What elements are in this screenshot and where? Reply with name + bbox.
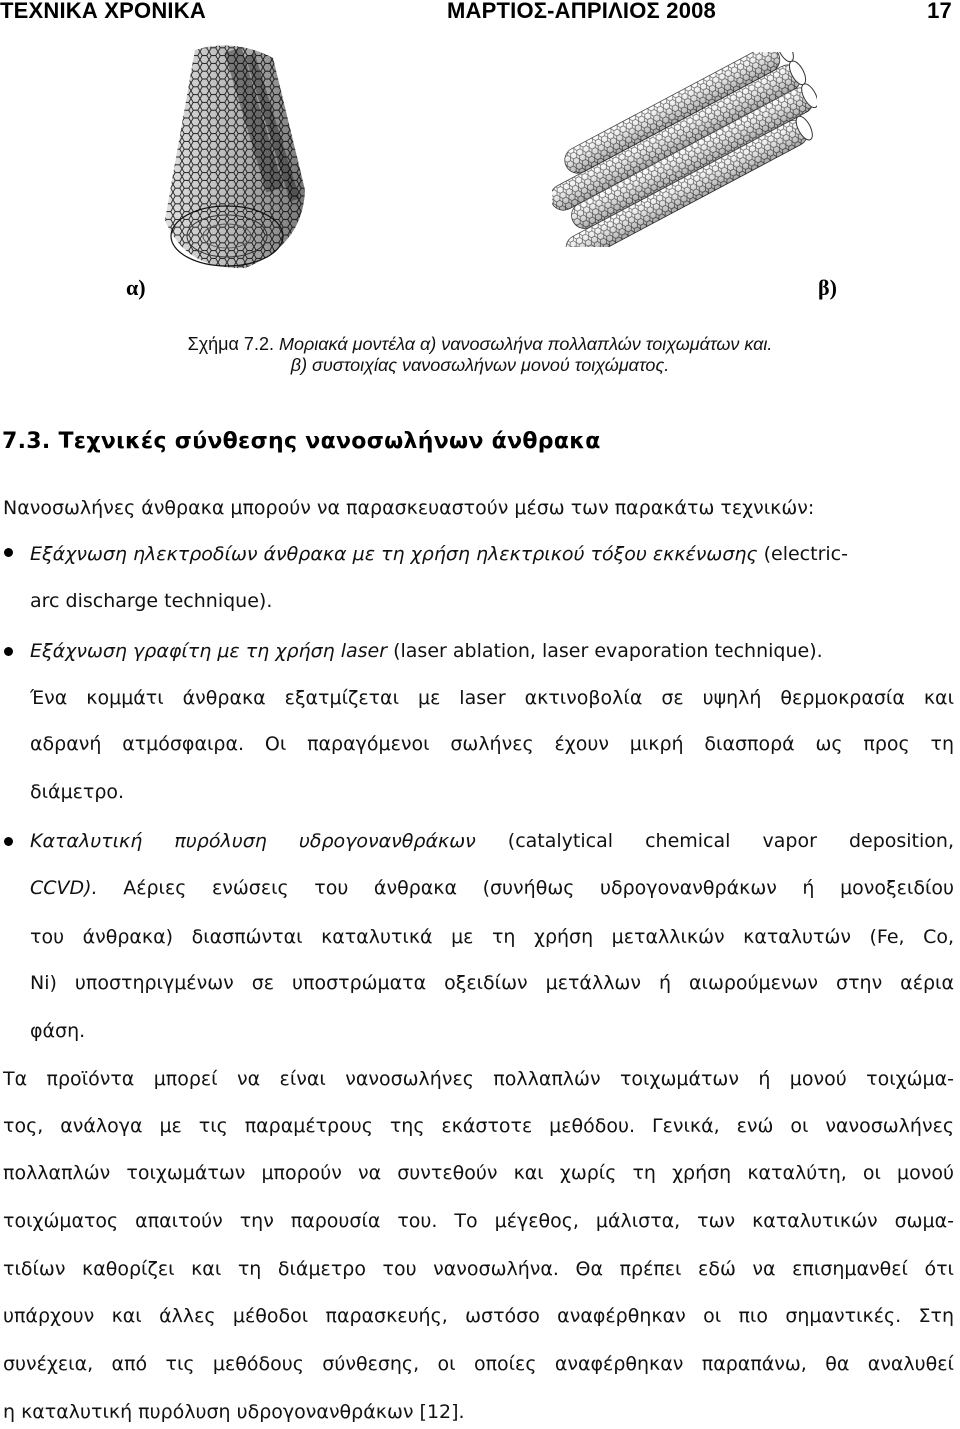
bullet-1-line-2: arc discharge technique). (30, 590, 273, 612)
paragraph-line-4: τοιχώματος απαιτούν την παρουσία του. Το μέγεθος, μάλιστα, των καταλυτικών σωμα- (3, 1210, 954, 1232)
bullet-3-method: Καταλυτική πυρόλυση υδρογονανθράκων (30, 830, 476, 852)
bullet-2-line-2: Ένα κομμάτι άνθρακα εξατμίζεται με laser ακτινοβολία σε υψηλή θερμοκρασία και (30, 687, 954, 709)
paragraph-line-3: πολλαπλών τοιχωμάτων μπορούν να συντεθούν και χωρίς τη χρήση καταλύτη, οι μονού (3, 1162, 954, 1184)
intro-text: Νανοσωλήνες άνθρακα μπορούν να παρασκευαστούν μέσω των παρακάτω τεχνικών: (3, 497, 815, 519)
bullet-2-method: Εξάχνωση γραφίτη με τη χρήση laser (30, 640, 388, 662)
bullet-3-line-1 (30, 830, 954, 852)
bullet-3-term: (catalytical chemical vapor deposition, (475, 830, 954, 852)
figure-caption-line-2: β) συστοιχίας νανοσωλήνων μονού τοιχώματος. (290, 355, 670, 375)
bullet-2-line-3: αδρανή ατμόσφαιρα. Οι παραγόμενοι σωλήνες έχουν μικρή διασπορά ως προς τη (30, 733, 954, 755)
paragraph-line-7: συνέχεια, από τις μεθόδους σύνθεσης, οι οποίες αναφέρθηκαν παραπάνω, θα αναλυθεί (3, 1353, 954, 1375)
bullet-1-term: (electric- (757, 543, 848, 565)
figure-caption-line-1 (0, 334, 960, 354)
bullet-3-description: Αέριες ενώσεις του άνθρακα (συνήθως υδρογονανθράκων ή μονοξειδίου (97, 877, 954, 899)
paragraph-line-5: τιδίων καθορίζει και τη διάμετρο του νανοσωλήνα. Θα πρέπει εδώ να επισημανθεί ότι (3, 1258, 954, 1280)
issue-date: ΜΑΡΤΙΟΣ-ΑΠΡΙΛΙΟΣ 2008 (447, 0, 716, 23)
multiwall-nanotube-image (155, 40, 315, 275)
figure-caption-prefix: Σχήμα 7.2. (187, 334, 274, 354)
bullet-3-line-2 (30, 877, 954, 899)
bullet-3-line-3: του άνθρακα) διασπώνται καταλυτικά με τη χρήση μεταλλικών καταλυτών (Fe, Co, (30, 926, 954, 948)
bullet-1-method: Εξάχνωση ηλεκτροδίων άνθρακα με τη χρήση ηλεκτρικού τόξου εκκένωσης (30, 543, 758, 565)
bullet-2-line-4: διάμετρο. (30, 781, 125, 803)
paragraph-line-1: Τα προϊόντα μπορεί να είναι νανοσωλήνες πολλαπλών τοιχωμάτων ή μονού τοιχώμα- (3, 1068, 954, 1090)
paragraph-line-8: η καταλυτική πυρόλυση υδρογονανθράκων [12]. (3, 1401, 465, 1423)
journal-title: ΤΕΧΝΙΚΑ ΧΡΟΝΙΚΑ (0, 0, 206, 23)
bullet-3-line-4: Ni) υποστηριγμένων σε υποστρώματα οξειδίων μετάλλων ή αιωρούμενων στην αέρια (30, 972, 954, 994)
bullet-icon (4, 837, 13, 846)
bullet-1-line-1 (30, 543, 848, 565)
page-number: 17 (927, 0, 952, 23)
figure-caption-text: Μοριακά μοντέλα α) νανοσωλήνα πολλαπλών τοιχωμάτων και. (278, 334, 773, 354)
bullet-icon (4, 548, 13, 557)
bullet-2-line-1 (30, 640, 823, 662)
figure-label-b: β) (818, 275, 837, 300)
bullet-3-abbrev: CCVD). (30, 877, 98, 899)
nanotube-bundle-image (552, 52, 817, 247)
section-heading: 7.3. Τεχνικές σύνθεσης νανοσωλήνων άνθρακα (2, 429, 601, 454)
bullet-icon (4, 647, 13, 656)
figure-label-a: α) (126, 275, 146, 300)
bullet-2-term: (laser ablation, laser evaporation technique). (387, 640, 823, 662)
bullet-3-line-5: φάση. (30, 1020, 86, 1042)
paragraph-line-2: τος, ανάλογα με τις παραμέτρους της εκάστοτε μεθόδου. Γενικά, ενώ οι νανοσωλήνες (3, 1115, 954, 1137)
paragraph-line-6: υπάρχουν και άλλες μέθοδοι παρασκευής, ωστόσο αναφέρθηκαν οι πιο σημαντικές. Στη (3, 1305, 954, 1327)
